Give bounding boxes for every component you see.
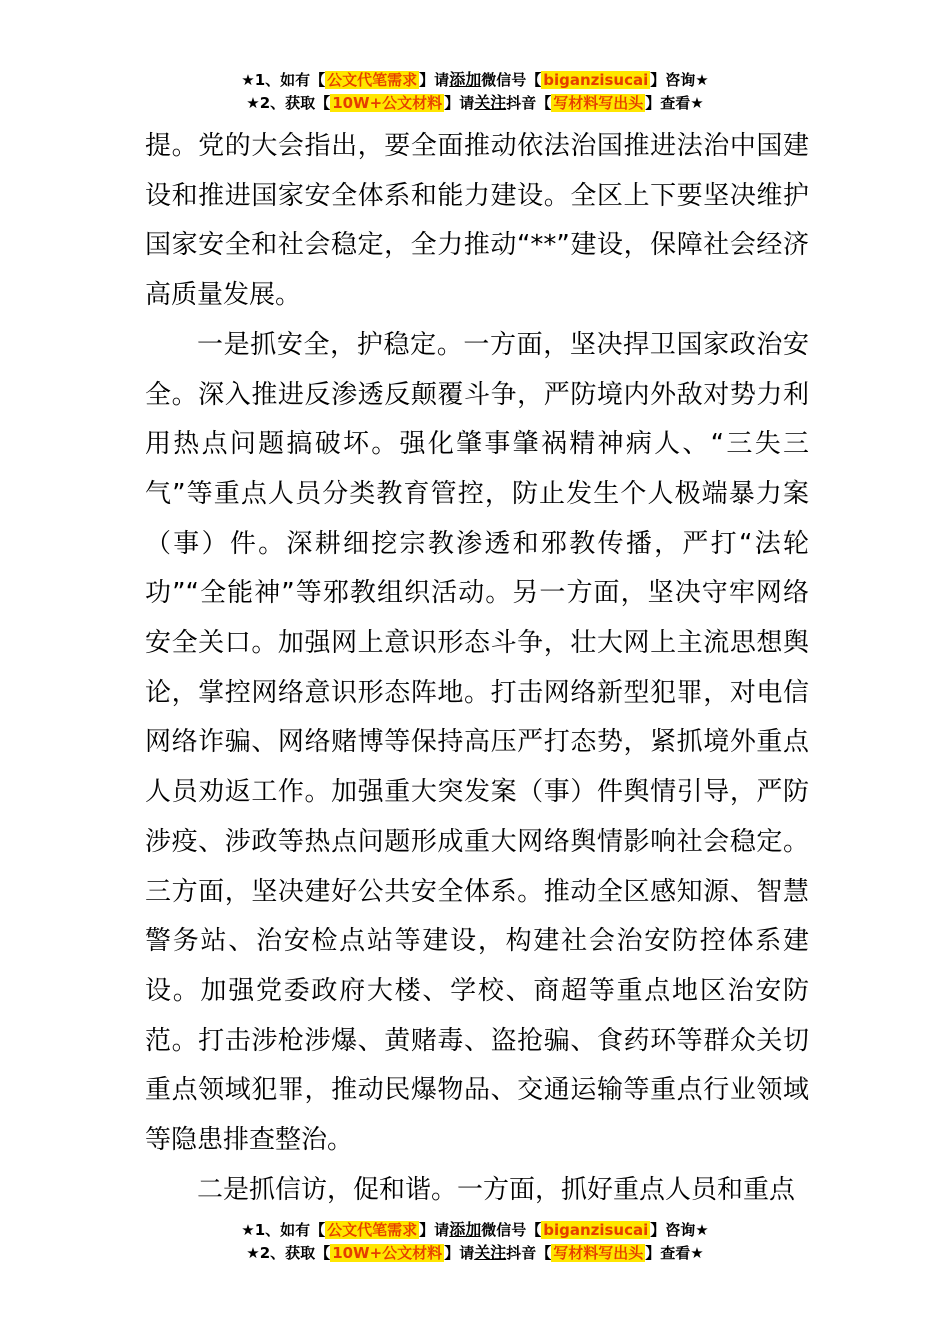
banner-text: 】查看★ — [645, 94, 704, 112]
paragraph-security: 一是抓安全，护稳定。一方面，坚决捍卫国家政治安全。深入推进反渗透反颠覆斗争，严防境内外敌对势力利用热点问题搞破坏。强化肇事肇祸精神病人、“三失三气”等重点人员分类教育管控，防止发生个人极端暴力案（事）件。深耕细挖宗教渗透和邪教传播，严打“法轮功”“全能神”等邪教组织活动。另一方面，坚决守牢网络安全关口。加强网上意识形态斗争，壮大网上主流思想舆论，掌控网络意识形态阵地。打击网络新型犯罪，对电信网络诈骗、网络赌博等保持高压严打态势，紧抓境外重点人员劝返工作。加强重大突发案（事）件舆情引导，严防涉疫、涉政等热点问题形成重大网络舆情影响社会稳定。三方面，坚决建好公共安全体系。推动全区感知源、智慧警务站、治安检点站等建设，构建社会治安防控体系建设。加强党委政府大楼、学校、商超等重点地区治安防范。打击涉枪涉爆、黄赌毒、盗抢骗、食药环等群众关切重点领域犯罪，推动民爆物品、交通运输等重点行业领域等隐患排查整治。 — [145, 329, 809, 1156]
banner-highlight: 10W+公文材料 — [332, 1244, 443, 1262]
banner-text: 】咨询★ — [650, 71, 709, 89]
paragraph-petition: 二是抓信访，促和谐。一方面，抓好重点人员和重点 — [197, 1174, 796, 1205]
banner-line-1 — [0, 1218, 950, 1241]
banner-highlight: 公文代笔需求 — [327, 71, 418, 89]
banner-text: 】查看★ — [645, 1244, 704, 1262]
banner-line-1 — [0, 68, 950, 91]
banner-text: 抖音【 — [506, 1244, 552, 1262]
banner-emphasis: 添加 — [449, 1220, 482, 1239]
header-banner — [0, 68, 950, 114]
footer-banner — [0, 1218, 950, 1264]
banner-text: 】咨询★ — [650, 1221, 709, 1239]
banner-highlight: biganzisucai — [543, 1221, 649, 1239]
banner-text: ★1、如有【 — [241, 1221, 326, 1239]
banner-highlight: 公文代笔需求 — [327, 1221, 418, 1239]
banner-text: 】请 — [419, 1221, 450, 1239]
banner-line-2 — [0, 1241, 950, 1264]
banner-highlight: 10W+公文材料 — [332, 94, 443, 112]
banner-highlight: 写材料写出头 — [553, 1244, 644, 1262]
banner-text: ★2、获取【 — [246, 1244, 331, 1262]
document-body — [145, 122, 809, 1215]
banner-emphasis: 添加 — [449, 70, 482, 89]
banner-text: 】请 — [444, 94, 475, 112]
banner-emphasis: 关注 — [474, 1243, 507, 1262]
banner-text: 】请 — [444, 1244, 475, 1262]
banner-text: 抖音【 — [506, 94, 552, 112]
banner-emphasis: 关注 — [474, 93, 507, 112]
banner-text: ★1、如有【 — [241, 71, 326, 89]
banner-highlight: biganzisucai — [543, 71, 649, 89]
banner-text: 微信号【 — [481, 71, 542, 89]
banner-text: ★2、获取【 — [246, 94, 331, 112]
banner-highlight: 写材料写出头 — [553, 94, 644, 112]
banner-text: 微信号【 — [481, 1221, 542, 1239]
paragraph-continuation: 提。党的大会指出，要全面推动依法治国推进法治中国建设和推进国家安全体系和能力建设。全区上下要坚决维护国家安全和社会稳定，全力推动“**”建设，保障社会经济高质量发展。 — [145, 131, 809, 311]
banner-line-2 — [0, 91, 950, 114]
banner-text: 】请 — [419, 71, 450, 89]
